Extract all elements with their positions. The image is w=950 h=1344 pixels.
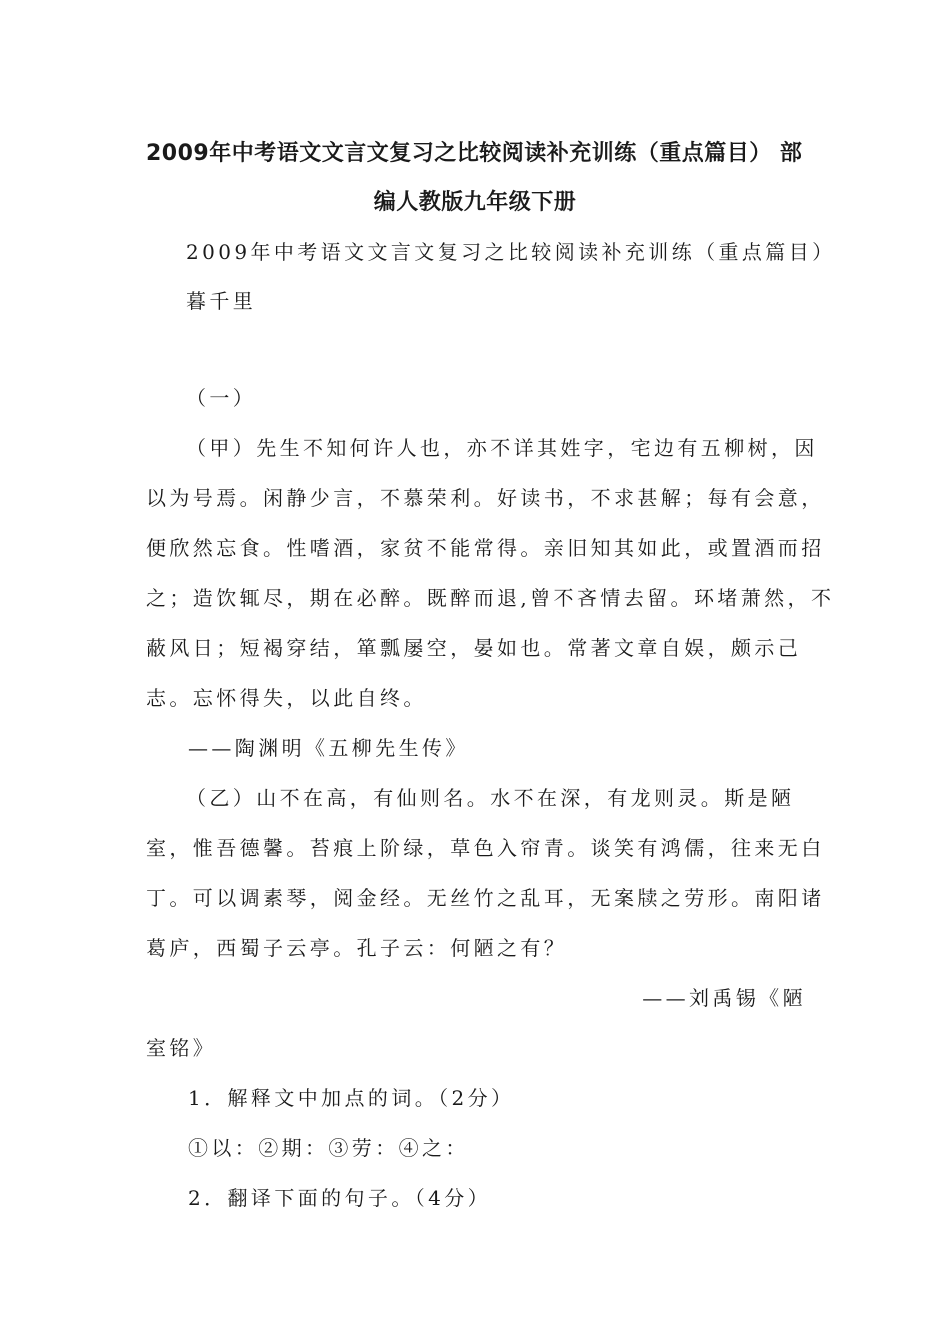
passage-yi-source: ——刘禹锡《陋 [642,986,806,1010]
document-title-line-1: 2009年中考语文文言文复习之比较阅读补充训练（重点篇目） 部 [146,141,803,166]
question-2: 2．翻译下面的句子。（4分） [188,1186,492,1210]
passage-jia-source: ——陶渊明《五柳先生传》 [188,736,469,760]
passage-yi-line: （乙）山不在高，有仙则名。水不在深，有龙则灵。斯是陋 [186,786,795,810]
passage-jia-line: 之；造饮辄尽，期在必醉。既醉而退,曾不吝情去留。环堵萧然，不 [146,586,835,610]
passage-jia-line: 蔽风日；短褐穿结，箪瓢屡空，晏如也。常著文章自娱，颇示己 [146,636,802,660]
author: 暮千里 [186,289,257,313]
passage-jia-line: 以为号焉。闲静少言，不慕荣利。好读书，不求甚解；每有会意， [146,486,825,510]
passage-yi-source-cont: 室铭》 [146,1036,217,1060]
question-1: 1．解释文中加点的词。（2分） [188,1086,515,1110]
question-1-items: ①以：②期：③劳：④之： [188,1136,469,1160]
passage-jia-line: （甲）先生不知何许人也，亦不详其姓字，宅边有五柳树，因 [186,436,818,460]
passage-jia-line: 便欣然忘食。性嗜酒，家贫不能常得。亲旧知其如此，或置酒而招 [146,536,825,560]
passage-jia-line: 志。忘怀得失，以此自终。 [146,686,427,710]
subtitle: 2009年中考语文文言文复习之比较阅读补充训练（重点篇目） [186,240,836,264]
section-heading: （一） [186,386,257,410]
passage-yi-line: 室，惟吾德馨。苔痕上阶绿，草色入帘青。谈笑有鸿儒，往来无白 [146,836,825,860]
passage-yi-line: 葛庐，西蜀子云亭。孔子云：何陋之有？ [146,936,568,960]
passage-yi-line: 丁。可以调素琴，阅金经。无丝竹之乱耳，无案牍之劳形。南阳诸 [146,886,825,910]
document-title-line-2: 编人教版九年级下册 [373,190,577,215]
